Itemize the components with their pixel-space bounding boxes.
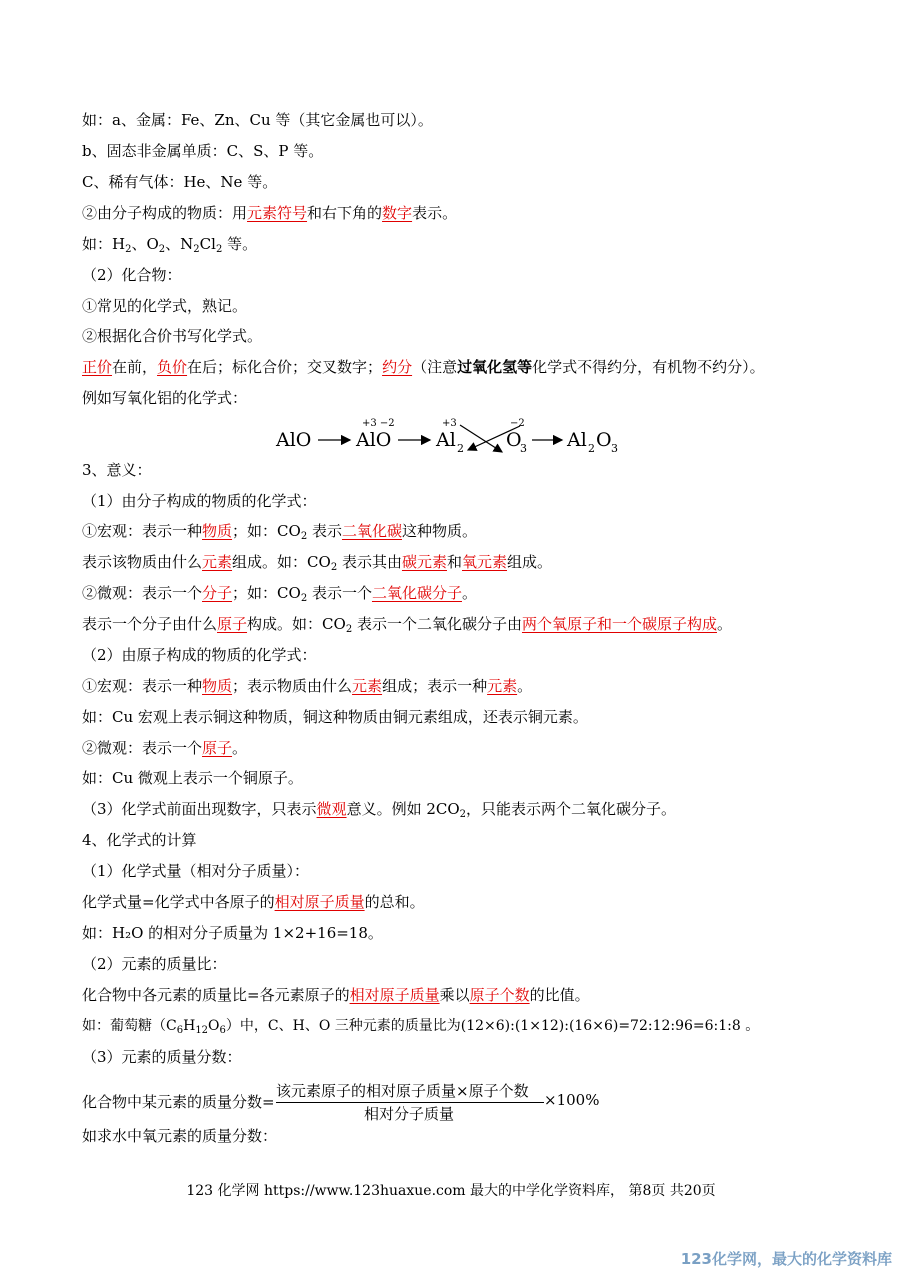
text-line: （2）化合物： [82, 266, 182, 284]
text-line: ①宏观：表示一种物质；表示物质由什么元素组成；表示一种元素。 [82, 677, 533, 695]
highlight-term: 氧元素 [462, 553, 508, 571]
text-line: （3）化学式前面出现数字，只表示微观意义。例如 $2CO_2$，只能表示两个二氧化碳分子。 [82, 800, 677, 820]
text-line: 如：a、金属：Fe、Zn、Cu 等（其它金属也可以）。 [82, 111, 433, 129]
cross-arrow-1 [460, 425, 502, 452]
highlight-term: 数字 [382, 204, 413, 222]
highlight-term: 二氧化碳 [341, 522, 402, 540]
text-line: 3、意义： [82, 461, 152, 479]
emphasis-term: 过氧化氢等 [457, 358, 533, 376]
highlight-term: 元素 [487, 677, 518, 695]
text-line: 表示一个分子由什么原子构成。如：$CO_2$ 表示一个二氧化碳分子由两个氧原子和一个碳原子构成。 [82, 615, 732, 635]
highlight-term: 相对原子质量 [274, 893, 365, 911]
text-line: 如求水中氧元素的质量分数： [82, 1127, 278, 1145]
text-line: 化学式量=化学式中各原子的相对原子质量的总和。 [82, 893, 425, 911]
text-line: 如：Cu 微观上表示一个铜原子。 [82, 769, 303, 787]
text-line: b、固态非金属单质：C、S、P 等。 [82, 142, 324, 160]
svg-text:2: 2 [457, 442, 464, 455]
al-symbol: Al [436, 429, 456, 451]
final-formula-al: Al [567, 429, 587, 451]
text-line: ②根据化合价书写化学式。 [82, 327, 263, 345]
o-symbol: O [506, 429, 522, 451]
highlight-term: 相对原子质量 [349, 986, 440, 1004]
highlight-term: 元素符号 [247, 204, 308, 222]
formula-step-2: AlO [356, 429, 392, 451]
highlight-term: 物质 [202, 522, 233, 540]
text-line: C、稀有气体：He、Ne 等。 [82, 173, 278, 191]
valence-label: +3 −2 [362, 418, 395, 429]
text-line: ②微观：表示一个原子。 [82, 739, 248, 757]
highlight-term: 负价 [157, 358, 188, 376]
svg-text:−2: −2 [510, 418, 525, 429]
text-line: 例如写氧化铝的化学式： [82, 389, 248, 407]
text-line: ②微观：表示一个分子；如：$CO_2$ 表示一个二氧化碳分子。 [82, 584, 477, 604]
text-line: （1）化学式量（相对分子质量）： [82, 862, 310, 880]
site-watermark: 123化学网，最大的化学资料库 [680, 1250, 892, 1268]
page-footer: 123 化学网 https://www.123huaxue.com 最大的中学化学资料库， 第8页 共20页 [186, 1183, 716, 1199]
highlight-term: 两个氧原子和一个碳原子构成 [521, 615, 717, 633]
formula-denominator: 相对分子质量 [364, 1105, 455, 1123]
final-formula-o: O [596, 429, 612, 451]
formula-step-1: AlO [276, 429, 312, 451]
highlight-term: 物质 [202, 677, 233, 695]
text-line: 化合物中各元素的质量比=各元素原子的相对原子质量乘以原子个数的比值。 [82, 986, 590, 1004]
highlight-term: 二氧化碳分子 [371, 584, 462, 602]
highlight-term: 原子 [202, 739, 233, 757]
highlight-term: 正价 [82, 358, 113, 376]
formula-lead: 化合物中某元素的质量分数= [82, 1093, 275, 1111]
text-line: （3）元素的质量分数： [82, 1048, 242, 1066]
text-line: ①常见的化学式，熟记。 [82, 297, 248, 315]
highlight-term: 碳元素 [401, 553, 447, 571]
text-line: 正价在前，负价在后；标化合价；交叉数字；约分（注意过氧化氢等化学式不得约分，有机物不约分）。 [82, 358, 765, 376]
svg-text:3: 3 [520, 442, 527, 455]
highlight-term: 原子个数 [469, 986, 530, 1004]
text-line: （1）由分子构成的物质的化学式： [82, 492, 317, 510]
text-line: 表示该物质由什么元素组成。如：$CO_2$ 表示其由碳元素和氧元素组成。 [82, 553, 553, 573]
text-line: （2）由原子构成的物质的化学式： [82, 646, 317, 664]
text-line: ①宏观：表示一种物质；如：$CO_2$ 表示二氧化碳这种物质。 [82, 522, 477, 542]
text-line: 如：$H_2$、$O_2$、$N_2Cl_2$ 等。 [82, 235, 258, 255]
alumina-formula-derivation [270, 412, 630, 458]
section-heading: 4、化学式的计算 [82, 831, 197, 849]
svg-text:2: 2 [588, 442, 595, 455]
highlight-term: 元素 [202, 553, 233, 571]
formula-tail: ×100% [544, 1091, 600, 1109]
text-line: （2）元素的质量比： [82, 955, 227, 973]
formula-numerator: 该元素原子的相对原子质量×原子个数 [276, 1082, 529, 1100]
highlight-term: 微观 [316, 800, 347, 818]
svg-text:+3: +3 [442, 418, 457, 429]
highlight-term: 原子 [217, 615, 248, 633]
text-line: 如：H₂O 的相对分子质量为 1×2+16=18。 [82, 924, 383, 942]
highlight-term: 分子 [202, 584, 233, 602]
highlight-term: 约分 [382, 358, 413, 376]
highlight-term: 元素 [352, 677, 383, 695]
svg-text:3: 3 [611, 442, 618, 455]
text-line: 如：Cu 宏观上表示铜这种物质，铜这种物质由铜元素组成，还表示铜元素。 [82, 708, 588, 726]
text-line: ②由分子构成的物质：用元素符号和右下角的数字表示。 [82, 204, 458, 222]
text-line: 如：葡萄糖$(C_6H_{12}O_6)$中，C、H、O 三种元素的质量比为(12×6):(1×12):(16×6)=72:12:96=6:1:8 。 [82, 1018, 760, 1036]
